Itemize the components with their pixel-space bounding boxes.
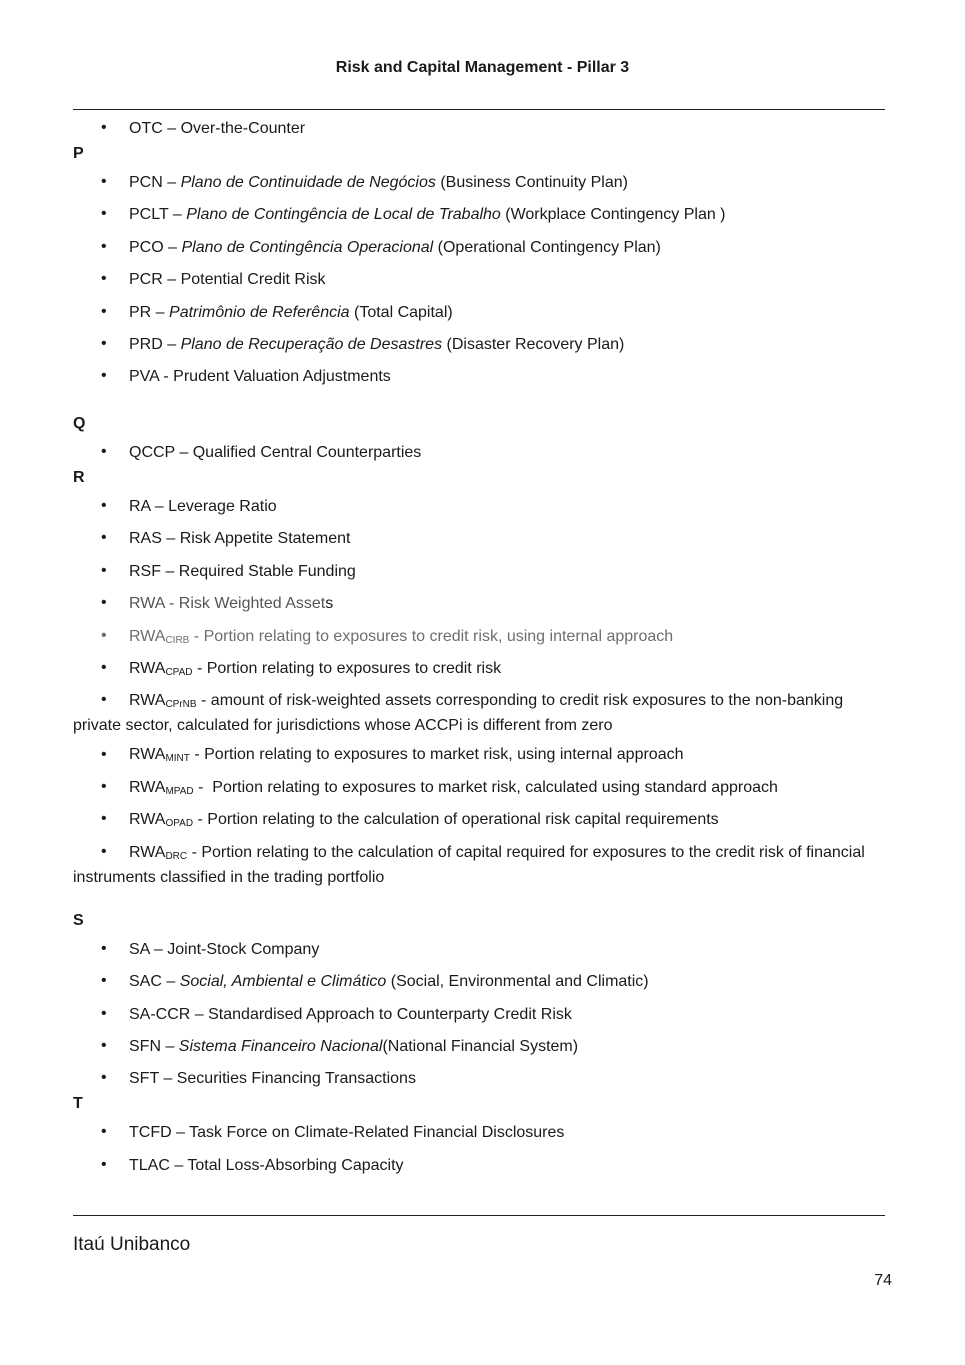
glossary-item-saccr: SA-CCR – Standardised Approach to Counterparty Credit Risk bbox=[129, 1006, 572, 1023]
glossary-item-pr: PR – Patrimônio de Referência (Total Capital) bbox=[129, 304, 453, 321]
glossary-item-sac: SAC – Social, Ambiental e Climático (Social, Environmental and Climatic) bbox=[129, 973, 649, 990]
bullet: • bbox=[101, 497, 107, 514]
glossary-item-rsf: RSF – Required Stable Funding bbox=[129, 563, 356, 580]
glossary-item-tlac: TLAC – Total Loss-Absorbing Capacity bbox=[129, 1157, 404, 1174]
glossary-item-sa: SA – Joint-Stock Company bbox=[129, 941, 320, 958]
bullet: • bbox=[101, 746, 107, 763]
page-title: Risk and Capital Management - Pillar 3 bbox=[335, 59, 630, 76]
section-letter-q: Q bbox=[73, 415, 86, 432]
bullet: • bbox=[101, 691, 107, 708]
section-letter-s: S bbox=[73, 912, 84, 929]
glossary-item-pclt: PCLT – Plano de Contingência de Local de Trabalho (Workplace Contingency Plan ) bbox=[129, 206, 726, 223]
glossary-item-tcfd: TCFD – Task Force on Climate-Related Financial Disclosures bbox=[129, 1124, 565, 1141]
glossary-item-ra: RA – Leverage Ratio bbox=[129, 498, 277, 515]
bullet: • bbox=[101, 238, 107, 255]
glossary-item-pcr: PCR – Potential Credit Risk bbox=[129, 271, 326, 288]
bullet: • bbox=[101, 1069, 107, 1086]
bullet: • bbox=[101, 843, 107, 860]
footer-divider bbox=[73, 1215, 885, 1216]
bullet: • bbox=[101, 972, 107, 989]
bullet: • bbox=[101, 173, 107, 190]
bullet: • bbox=[101, 1037, 107, 1054]
bullet: • bbox=[101, 1005, 107, 1022]
bullet: • bbox=[101, 303, 107, 320]
glossary-item-rwadrc-continuation: instruments classified in the trading portfolio bbox=[73, 869, 385, 886]
bullet: • bbox=[101, 529, 107, 546]
glossary-item-sft: SFT – Securities Financing Transactions bbox=[129, 1070, 416, 1087]
bullet: • bbox=[101, 659, 107, 676]
bullet: • bbox=[101, 205, 107, 222]
page-number: 74 bbox=[874, 1272, 892, 1289]
glossary-item-pco: PCO – Plano de Contingência Operacional (Operational Contingency Plan) bbox=[129, 239, 661, 256]
glossary-item-rwa: RWA - Risk Weighted Assets bbox=[129, 595, 334, 612]
glossary-item-sfn: SFN – Sistema Financeiro Nacional(National Financial System) bbox=[129, 1038, 579, 1055]
footer-brand: Itaú Unibanco bbox=[73, 1234, 191, 1255]
glossary-item-pcn: PCN – Plano de Continuidade de Negócios (Business Continuity Plan) bbox=[129, 174, 628, 191]
bullet: • bbox=[101, 940, 107, 957]
bullet: • bbox=[101, 594, 107, 611]
glossary-item-qccp: QCCP – Qualified Central Counterparties bbox=[129, 444, 422, 461]
bullet: • bbox=[101, 119, 107, 136]
glossary-item-pva: PVA - Prudent Valuation Adjustments bbox=[129, 368, 391, 385]
glossary-item-rwacprnb: $RWA_{CPrNB}$ - amount of risk-weighted assets corresponding to credit risk exposures to the non-banking bbox=[129, 692, 844, 710]
bullet: • bbox=[101, 1123, 107, 1140]
bullet: • bbox=[101, 810, 107, 827]
section-letter-p: P bbox=[73, 145, 84, 162]
glossary-item-rwacprnb-continuation: private sector, calculated for jurisdictions whose ACCPi is different from zero bbox=[73, 717, 613, 734]
bullet: • bbox=[101, 1156, 107, 1173]
bullet: • bbox=[101, 443, 107, 460]
bullet: • bbox=[101, 367, 107, 384]
glossary-item-rwamint: $RWA_{MINT}$ - Portion relating to exposures to market risk, using internal approach bbox=[129, 746, 684, 764]
section-letter-t: T bbox=[73, 1095, 83, 1112]
glossary-item-prd: PRD – Plano de Recuperação de Desastres (Disaster Recovery Plan) bbox=[129, 336, 625, 353]
glossary-item-rwaopad: $RWA_{OPAD}$ - Portion relating to the calculation of operational risk capital requirements bbox=[129, 811, 719, 829]
glossary-item-rwadrc: $RWA_{DRC}$ - Portion relating to the calculation of capital required for exposures to the credit risk of financial bbox=[129, 844, 865, 862]
glossary-item-ras: RAS – Risk Appetite Statement bbox=[129, 530, 351, 547]
bullet: • bbox=[101, 270, 107, 287]
glossary-item-rwampad: $RWA_{MPAD}$ - Portion relating to exposures to market risk, calculated using standard approach bbox=[129, 779, 778, 797]
bullet: • bbox=[101, 335, 107, 352]
section-letter-r: R bbox=[73, 469, 85, 486]
glossary-item-rwacpad: $RWA_{CPAD}$ - Portion relating to exposures to credit risk bbox=[129, 660, 502, 678]
bullet: • bbox=[101, 627, 107, 644]
glossary-item-rwacirb: $RWA_{CIRB}$ - Portion relating to exposures to credit risk, using internal approach bbox=[129, 628, 674, 646]
bullet: • bbox=[101, 778, 107, 795]
bullet: • bbox=[101, 562, 107, 579]
glossary-item-otc: OTC – Over-the-Counter bbox=[129, 120, 306, 137]
